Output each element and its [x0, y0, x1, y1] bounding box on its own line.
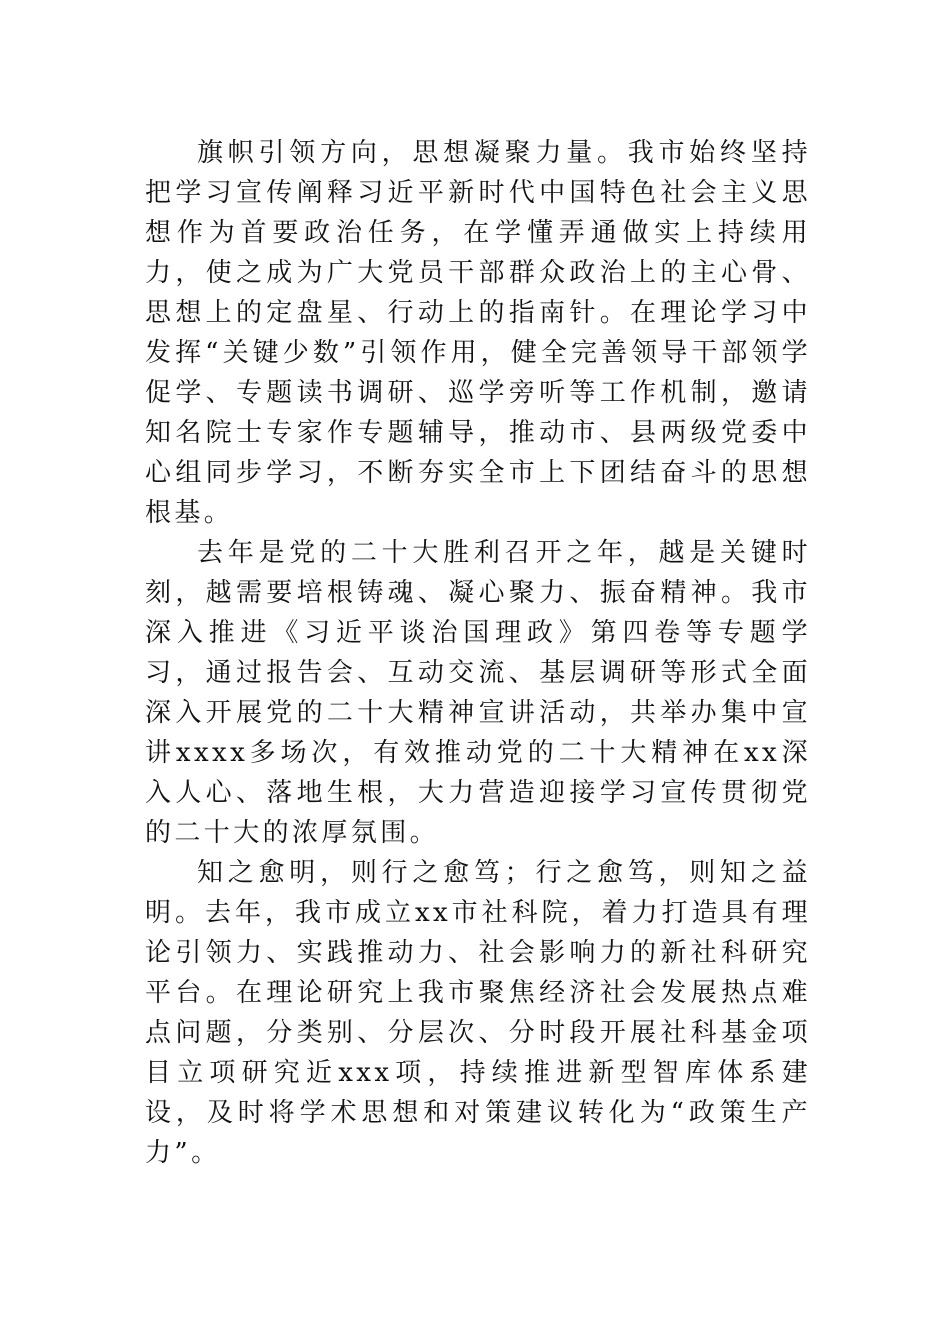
paragraph-3: 知之愈明，则行之愈笃；行之愈笃，则知之益明。去年，我市成立xx市社科院，着力打造具有理论引领力、实践推动力、社会影响力的新社科研究平台。在理论研究上我市聚焦经济社会发展热点难点问题，分类别、分层次、分时段开展社科基金项目立项研究近xxx项，持续推进新型智库体系建设，及时将学术思想和对策建议转化为“政策生产力”。 — [145, 858, 811, 1168]
paragraph-1: 旗帜引领方向，思想凝聚力量。我市始终坚持把学习宣传阐释习近平新时代中国特色社会主义思想作为首要政治任务，在学懂弄通做实上持续用力，使之成为广大党员干部群众政治上的主心骨、思想上的定盘星、行动上的指南针。在理论学习中发挥“关键少数”引领作用，健全完善领导干部领学促学、专题读书调研、巡学旁听等工作机制，邀请知名院士专家作专题辅导，推动市、县两级党委中心组同步学习，不断夯实全市上下团结奋斗的思想根基。 — [145, 138, 811, 528]
paragraph-2: 去年是党的二十大胜利召开之年，越是关键时刻，越需要培根铸魂、凝心聚力、振奋精神。我市深入推进《习近平谈治国理政》第四卷等专题学习，通过报告会、互动交流、基层调研等形式全面深入开展党的二十大精神宣讲活动，共举办集中宣讲xxxx多场次，有效推动党的二十大精神在xx深入人心、落地生根，大力营造迎接学习宣传贯彻党的二十大的浓厚氛围。 — [145, 538, 811, 848]
document-page — [145, 133, 811, 1173]
